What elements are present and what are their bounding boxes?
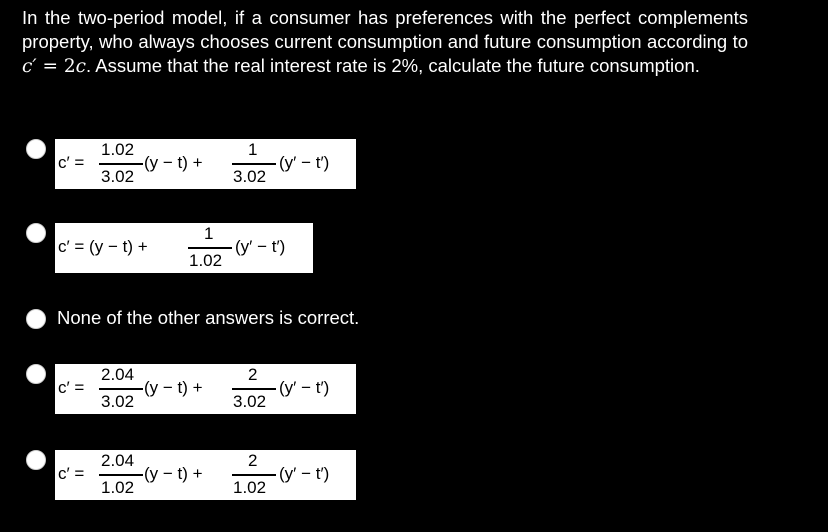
fraction-denominator: 3.02 (233, 167, 267, 186)
option-4-formula (55, 364, 356, 414)
formula-term: (y′ − t′) (279, 378, 330, 397)
fraction-denominator: 1.02 (189, 251, 223, 270)
question-text-part: . Assume that the real interest rate is 2%, calculate the future consumption. (85, 55, 700, 76)
option-2-formula (55, 223, 313, 273)
fraction-denominator: 1.02 (101, 478, 135, 497)
fraction-bar (232, 474, 276, 476)
fraction-numerator: 2 (248, 451, 258, 470)
question-math-c-prime: c′ (22, 56, 37, 77)
formula-lhs: c′ = (58, 464, 85, 483)
fraction-denominator: 3.02 (101, 167, 135, 186)
fraction-numerator: 2.04 (101, 451, 135, 470)
fraction-denominator: 3.02 (233, 392, 267, 411)
question-text (22, 6, 748, 79)
fraction-numerator: 1 (204, 224, 214, 243)
formula-term: (y − t) + (144, 378, 203, 397)
fraction-denominator: 1.02 (233, 478, 267, 497)
fraction-numerator: 2 (248, 365, 258, 384)
option-1-formula (55, 139, 356, 189)
formula-lhs: c′ = (y − t) + (58, 237, 148, 256)
fraction-numerator: 1 (248, 140, 258, 159)
fraction-numerator: 1.02 (101, 140, 135, 159)
formula-lhs: c′ = (58, 378, 85, 397)
option-5-radio[interactable] (26, 450, 46, 470)
fraction-denominator: 3.02 (101, 392, 135, 411)
option-2-radio[interactable] (26, 223, 46, 243)
question-math-equals: = 2 (36, 56, 76, 77)
option-5-formula (55, 450, 356, 500)
formula-term: (y′ − t′) (279, 153, 330, 172)
question-math-c: c (75, 56, 86, 77)
formula-term: (y′ − t′) (235, 237, 286, 256)
fraction-numerator: 2.04 (101, 365, 135, 384)
formula-term: (y − t) + (144, 464, 203, 483)
option-3-radio[interactable] (26, 309, 46, 329)
formula-term: (y − t) + (144, 153, 203, 172)
option-4-radio[interactable] (26, 364, 46, 384)
option-3-label: None of the other answers is correct. (57, 307, 360, 328)
formula-lhs: c′ = (58, 153, 85, 172)
fraction-bar (99, 163, 143, 165)
fraction-bar (232, 163, 276, 165)
formula-term: (y′ − t′) (279, 464, 330, 483)
option-1-radio[interactable] (26, 139, 46, 159)
fraction-bar (188, 247, 232, 249)
fraction-bar (232, 388, 276, 390)
question-text-part: In the two-period model, if a consumer has preferences with the perfect complements property, who always chooses current consumption and future consumption according to (22, 7, 748, 52)
fraction-bar (99, 388, 143, 390)
fraction-bar (99, 474, 143, 476)
